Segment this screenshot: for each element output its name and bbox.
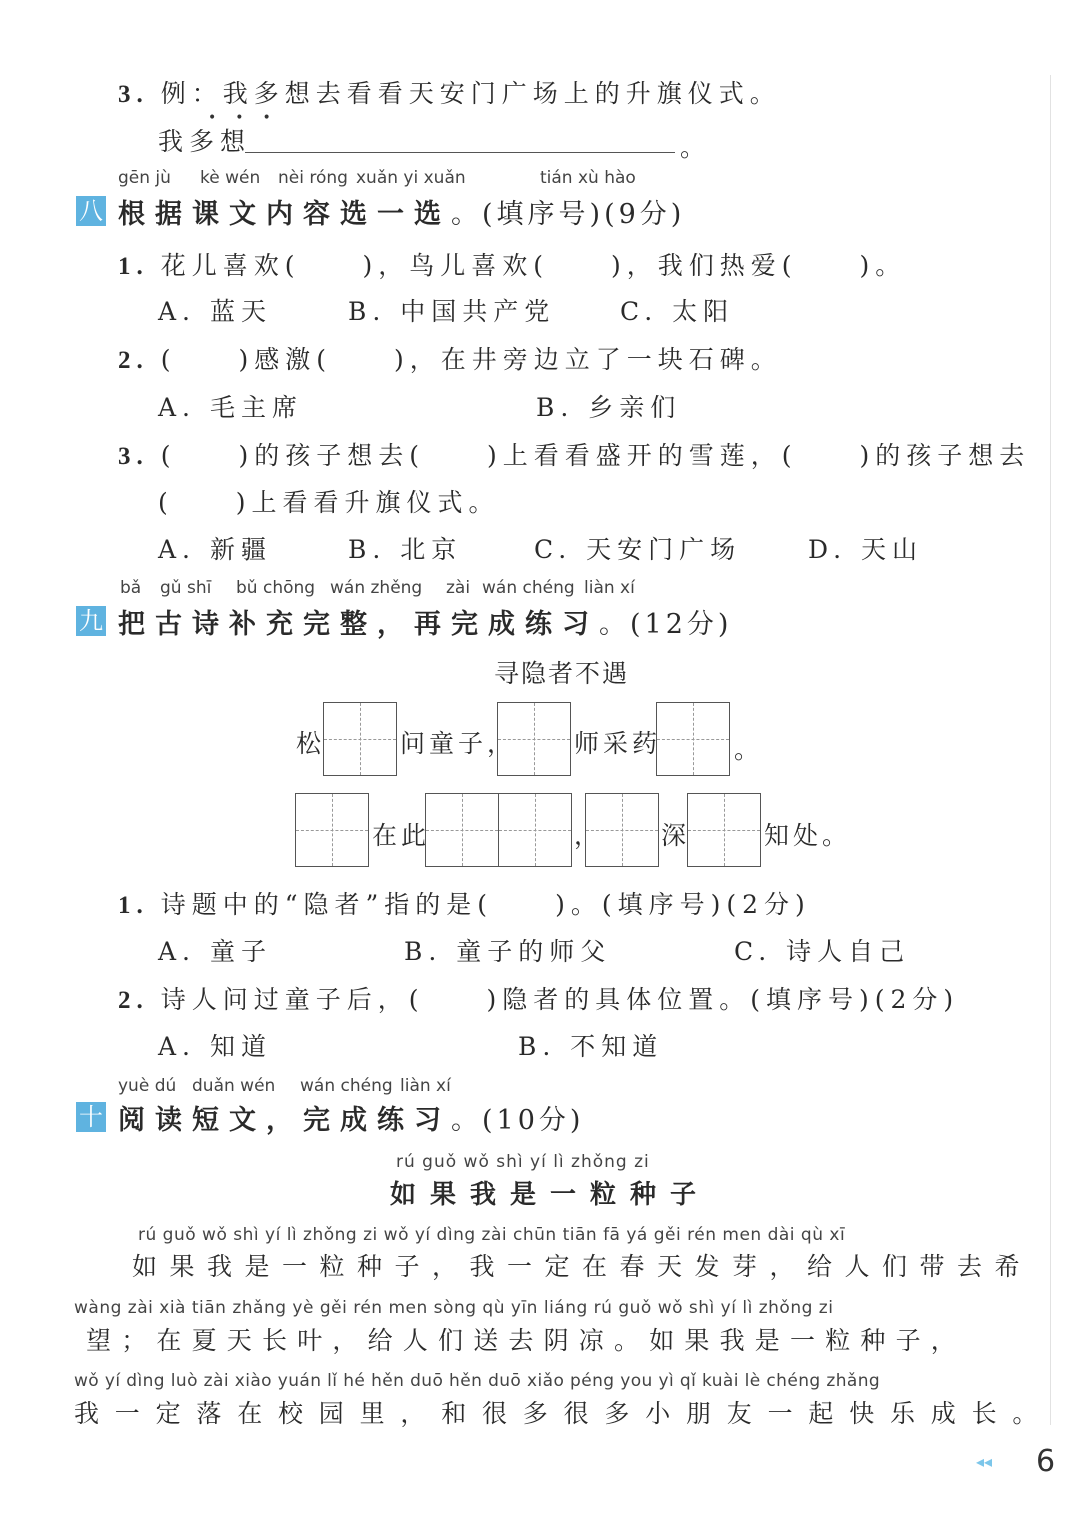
poem-text: 松 [296, 729, 326, 758]
s8-q1 [118, 246, 906, 282]
question-text: ( )感激( )，在井旁边立了一块石碑。 [160, 345, 782, 374]
poem-text: 深 [661, 821, 691, 850]
question-number: 2. [118, 987, 149, 1014]
option-a[interactable]: A. 毛主席 [158, 393, 303, 422]
section-badge-8: 八 [76, 196, 106, 226]
s9-q2 [118, 980, 959, 1016]
answer-blank[interactable] [245, 152, 675, 153]
section8-pinyin-5: tián xù hào [540, 168, 636, 188]
question-text: 花儿喜欢( )，鸟儿喜欢( )，我们热爱( )。 [160, 251, 907, 280]
section9-pinyin-6: wán chéng [482, 578, 575, 598]
section8-title-text: 根据课文内容选一选 [118, 199, 451, 230]
article-title-pinyin: rú guǒ wǒ shì yí lì zhǒng zi [396, 1152, 650, 1172]
option-c[interactable]: C. 太阳 [620, 297, 735, 326]
poem-text: ， [574, 821, 604, 850]
question-text: 诗人问过童子后，( )隐者的具体位置。(填序号)(2分) [160, 985, 960, 1014]
section-badge-10: 十 [76, 1102, 106, 1132]
section8-score: 。(填序号)(9分) [451, 199, 686, 230]
section9-pinyin-2: gǔ shī [160, 578, 212, 598]
writing-grid[interactable] [585, 793, 659, 867]
page-margin-line [1050, 75, 1051, 1425]
article-text-line-1: 如果我是一粒种子，我一定在春天发芽，给人们带去希 [132, 1252, 1033, 1281]
writing-grid[interactable] [323, 702, 397, 776]
question-text: ( )的孩子想去( )上看看盛开的雪莲，( )的孩子想去 [160, 441, 1031, 470]
writing-grid[interactable] [425, 793, 499, 867]
section10-pinyin-3: wán chéng [300, 1076, 393, 1096]
poem-text: 问童子， [400, 729, 517, 758]
question-text-line2: ( )上看看升旗仪式。 [158, 488, 500, 517]
q3-answer-line [158, 122, 251, 158]
section10-pinyin-2: duǎn wén [192, 1076, 276, 1096]
section9-score: 。(12分) [599, 609, 733, 640]
section9-pinyin-7: liàn xí [584, 578, 635, 598]
article-pinyin-line-1: rú guǒ wǒ shì yí lì zhǒng zi wǒ yí dìng zài chūn tiān fā yá gěi rén men dài qù xī [138, 1225, 846, 1245]
section9-pinyin-1: bǎ [120, 578, 142, 598]
poem-text: 知处。 [764, 821, 852, 850]
question-number: 2. [118, 347, 149, 374]
article-title: 如果我是一粒种子 [390, 1180, 711, 1210]
writing-grid[interactable] [295, 793, 369, 867]
emphasis-dots: ••• [208, 110, 290, 126]
question-number: 1. [118, 892, 149, 919]
option-b[interactable]: B. 童子的师父 [404, 937, 612, 966]
section-badge-9: 九 [76, 606, 106, 636]
article-text-line-3: 我一定落在校园里，和很多很多小朋友一起快乐成长。 [74, 1399, 1054, 1428]
section9-title-text: 把古诗补充完整，再完成练习 [118, 609, 599, 640]
article-pinyin-line-2: wàng zài xià tiān zhǎng yè gěi rén men sòng qù yīn liáng rú guǒ wǒ shì yí lì zhǒng zi [74, 1298, 834, 1318]
answer-prefix: 我多想 [158, 127, 252, 156]
section10-pinyin-4: liàn xí [400, 1076, 451, 1096]
section9-pinyin-4: wán zhěng [330, 578, 423, 598]
page-number: 6 [1036, 1444, 1056, 1479]
section8-title [118, 192, 685, 231]
poem-text: 在此 [372, 821, 431, 850]
page-arrow-icon: ◂◂ [976, 1452, 993, 1471]
writing-grid[interactable] [687, 793, 761, 867]
writing-grid[interactable] [497, 702, 571, 776]
writing-grid[interactable] [656, 702, 730, 776]
q3-example [118, 74, 781, 110]
section8-pinyin-3: nèi róng [278, 168, 348, 188]
answer-end-mark: 。 [680, 133, 712, 162]
question-number: 3. [118, 443, 149, 470]
section10-pinyin-1: yuè dú [118, 1076, 177, 1096]
option-d[interactable]: D. 天山 [808, 535, 924, 564]
section8-pinyin-4: xuǎn yi xuǎn [356, 168, 466, 188]
section10-score: 。(10分) [451, 1105, 585, 1136]
article-pinyin-line-3: wǒ yí dìng luò zài xiào yuán lǐ hé hěn duō hěn duō xiǎo péng you yì qǐ kuài lè chéng zhǎng [74, 1371, 881, 1391]
section9-pinyin-3: bǔ chōng [236, 578, 316, 598]
question-number: 3. [118, 81, 149, 108]
question-number: 1. [118, 253, 149, 280]
option-a[interactable]: A. 知道 [158, 1032, 272, 1061]
section9-title [118, 602, 732, 641]
poem-text: 。 [734, 735, 764, 764]
section8-pinyin-1: gēn jù [118, 168, 171, 188]
section10-title-text: 阅读短文，完成练习 [118, 1105, 451, 1136]
section10-title [118, 1098, 584, 1137]
s8-q3 [118, 436, 1030, 472]
s9-q1 [118, 885, 811, 921]
s8-q2 [118, 340, 782, 376]
option-c[interactable]: C. 天安门广场 [534, 535, 742, 564]
option-b[interactable]: B. 中国共产党 [348, 297, 556, 326]
section8-pinyin-2: kè wén [200, 168, 261, 188]
option-b[interactable]: B. 北京 [348, 535, 463, 564]
writing-grid[interactable] [498, 793, 572, 867]
option-b[interactable]: B. 乡亲们 [536, 393, 682, 422]
option-a[interactable]: A. 新疆 [158, 535, 272, 564]
section9-pinyin-5: zài [446, 578, 471, 598]
option-a[interactable]: A. 童子 [158, 937, 272, 966]
option-c[interactable]: C. 诗人自己 [734, 937, 911, 966]
option-b[interactable]: B. 不知道 [518, 1032, 664, 1061]
example-sentence: 例：我多想去看看天安门广场上的升旗仪式。 [160, 79, 781, 108]
question-text: 诗题中的“隐者”指的是( )。(填序号)(2分) [160, 890, 811, 919]
option-a[interactable]: A. 蓝天 [158, 297, 272, 326]
article-text-line-2: 望；在夏天长叶，给人们送去阴凉。如果我是一粒种子， [86, 1326, 967, 1355]
poem-text: 师采药 [574, 729, 662, 758]
poem-title: 寻隐者不遇 [494, 659, 630, 688]
